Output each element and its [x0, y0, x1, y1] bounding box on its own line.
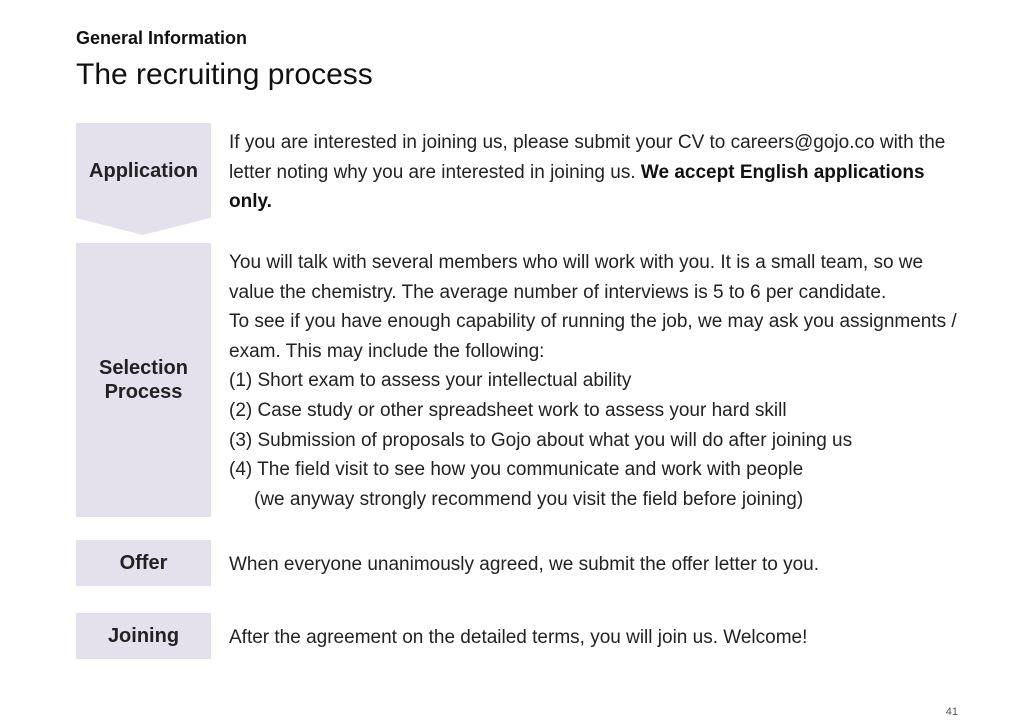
joining-description: After the agreement on the detailed terms, you will join us. Welcome!: [229, 627, 808, 648]
selection-item-3: (3) Submission of proposals to Gojo about what you will do after joining us: [229, 429, 853, 451]
step-selection-label: Selection Process: [99, 357, 188, 403]
step-selection-text: [229, 248, 969, 514]
selection-note: (we anyway strongly recommend you visit the field before joining): [254, 488, 804, 510]
step-application-box: [76, 123, 211, 218]
page-title: The recruiting process: [76, 58, 373, 91]
application-emphasis: We accept English applications only.: [229, 161, 925, 213]
selection-assignments: To see if you have enough capability of running the job, we may ask you assignments / exam. This may include the following:: [229, 311, 957, 362]
step-offer-label: Offer: [119, 552, 168, 574]
step-arrow-icon: [76, 218, 210, 235]
section-label: General Information: [76, 28, 248, 48]
step-application-text: [229, 128, 969, 217]
page-number: 41: [945, 706, 958, 718]
step-selection-box: [76, 243, 211, 517]
selection-intro: You will talk with several members who will work with you. It is a small team, so we value the chemistry. The average number of interviews is 5 to 6 per candidate.: [229, 252, 924, 303]
step-joining-box: [76, 613, 211, 659]
step-joining-label: Joining: [107, 625, 180, 647]
step-offer-text: [229, 550, 969, 580]
selection-item-2: (2) Case study or other spreadsheet work to assess your hard skill: [229, 399, 787, 421]
selection-item-4: (4) The field visit to see how you communicate and work with people: [229, 459, 804, 481]
selection-item-1: (1) Short exam to assess your intellectual ability: [229, 370, 632, 392]
step-application-label: Application: [89, 159, 198, 182]
offer-description: When everyone unanimously agreed, we submit the offer letter to you.: [229, 554, 820, 575]
application-description: If you are interested in joining us, please submit your CV to careers@gojo.co with the letter noting why you are interested in joining us.: [229, 132, 946, 183]
step-offer-box: [76, 540, 211, 586]
step-joining-text: [229, 623, 969, 653]
